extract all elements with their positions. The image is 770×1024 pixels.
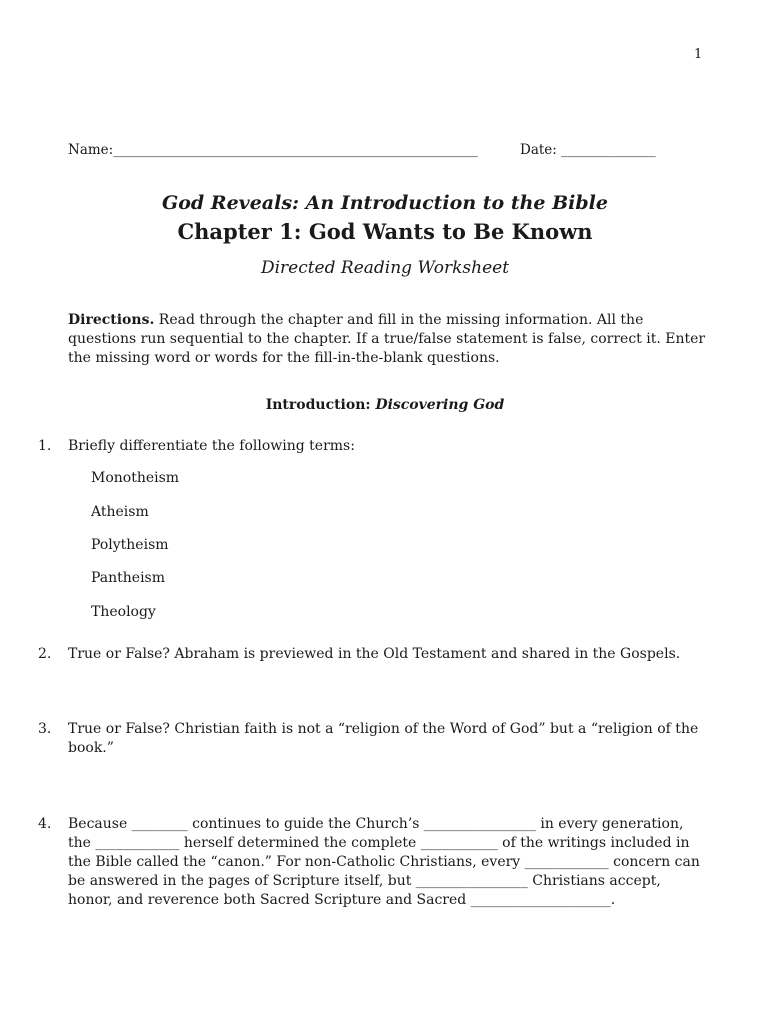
question-number: 2. — [38, 646, 52, 662]
section-prefix: Introduction: — [265, 397, 376, 413]
term-theology: Theology — [91, 604, 156, 620]
term-polytheism: Polytheism — [91, 537, 169, 553]
question-text: True or False? Abraham is previewed in the Old Testament and shared in the Gospels. — [68, 646, 681, 662]
date-field[interactable]: Date: ______________ — [520, 142, 656, 158]
term-pantheism: Pantheism — [91, 570, 166, 586]
book-title: God Reveals: An Introduction to the Bible — [162, 192, 608, 214]
directions-label: Directions. — [68, 312, 155, 328]
section-title: Discovering God — [375, 397, 505, 413]
section-heading — [0, 397, 770, 413]
worksheet-subtitle: Directed Reading Worksheet — [260, 258, 510, 278]
page-number: 1 — [694, 47, 703, 62]
question-number: 4. — [38, 816, 52, 832]
name-field[interactable]: Name:______________________________________________________ — [68, 142, 478, 158]
directions-paragraph — [68, 311, 708, 368]
question-text: Because ________ continues to guide the Church’s ________________ in every generation, the ____________ herself determined the complete ___________ of the writings included in the Bible called the “canon.” For non-Catholic Christians, every ____________ concern can be answered in the pages of Scripture itself, but ________________ Christians accept, honor, and reverence both Sacred Scripture and Sacred ____________________. — [68, 816, 700, 908]
term-monotheism: Monotheism — [91, 470, 180, 486]
question-number: 1. — [38, 438, 52, 454]
question-text: True or False? Christian faith is not a “religion of the Word of God” but a “religion of the book.” — [68, 721, 699, 756]
question-number: 3. — [38, 721, 52, 737]
title-block — [0, 190, 770, 280]
question-text: Briefly differentiate the following terms: — [68, 438, 355, 454]
term-atheism: Atheism — [91, 504, 149, 520]
directions-text: Read through the chapter and fill in the missing information. All the questions run sequential to the chapter. If a true/false statement is false, correct it. Enter the missing word or words for the fill-in-the-blank questions. — [68, 312, 706, 366]
name-date-row — [68, 142, 708, 158]
chapter-title: Chapter 1: God Wants to Be Known — [177, 219, 593, 244]
